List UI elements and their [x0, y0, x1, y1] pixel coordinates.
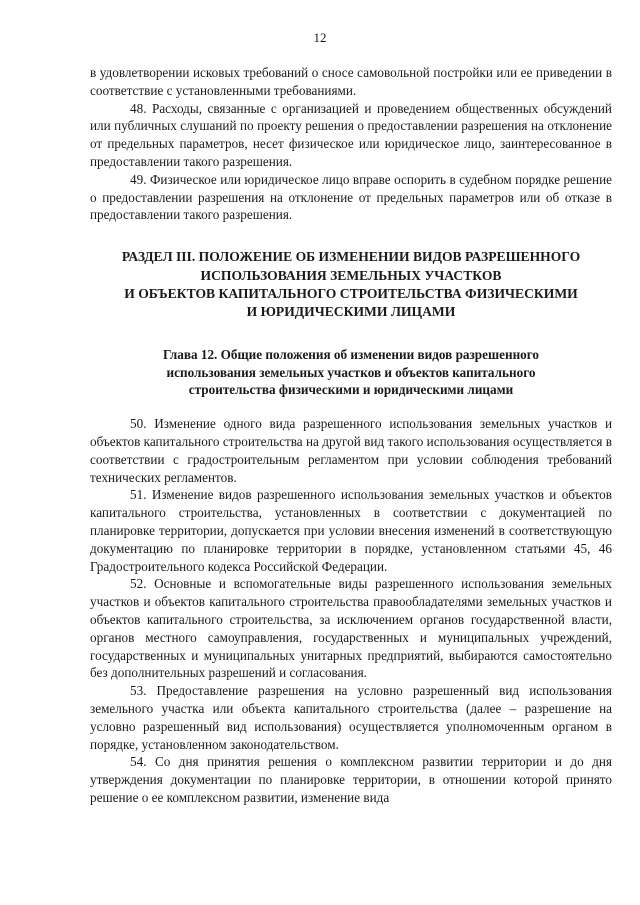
chapter-title-line: Глава 12. Общие положения об изменении видов разрешенного	[162, 346, 540, 362]
paragraph-48: 48. Расходы, связанные с организацией и проведением общественных обсуждений или публичных слушаний по проекту решения о предоставлении разрешения на отклонение от предельных параметров, несет физическое или юридическое лицо, заинтересованное в предоставлении такого разрешения.	[90, 100, 612, 169]
section-title	[90, 248, 612, 322]
page-number: 12	[313, 30, 327, 45]
chapter-title-line: использования земельных участков и объектов капитального	[166, 364, 536, 380]
paragraph-50: 50. Изменение одного вида разрешенного использования земельных участков и объектов капитального строительства на другой вид такого использования осуществляется в соответствии с градостроительным регламентом при условии соблюдения требований технических регламентов.	[90, 416, 612, 485]
section-title-line: РАЗДЕЛ III. ПОЛОЖЕНИЕ ОБ ИЗМЕНЕНИИ ВИДОВ РАЗРЕШЕННОГО	[121, 249, 581, 265]
paragraph-51: 51. Изменение видов разрешенного использования земельных участков и объектов капитального строительства, установленных в соответствии с документацией по планировке территории, допускается при условии внесения изменений в соответствующую документацию по планировке территории в порядке, установленном статьями 45, 46 Градостроительного кодекса Российской Федерации.	[90, 487, 612, 574]
paragraphs-bottom	[90, 415, 612, 807]
paragraph-54: 54. Со дня принятия решения о комплексном развитии территории и до дня утверждения документации по планировке территории, в отношении которой принято решение о ее комплексном развитии, изменение вида	[90, 754, 612, 805]
document-body	[90, 64, 612, 807]
paragraph-53: 53. Предоставление разрешения на условно разрешенный вид использования земельного участка или объекта капитального строительства (далее – разрешение на условно разрешенный вид использования) осуществляется уполномоченным органом в порядке, установленном законодательством.	[90, 683, 612, 752]
paragraph-49: 49. Физическое или юридическое лицо вправе оспорить в судебном порядке решение о предоставлении разрешения на отклонение от предельных параметров или об отказе в предоставлении такого разрешения.	[90, 171, 612, 223]
paragraphs-top	[90, 64, 612, 224]
paragraph-52: 52. Основные и вспомогательные виды разрешенного использования земельных участков и объектов капитального строительства правообладателями земельных участков и объектов капитального строительства, за исключением органов государственной власти, органов местного самоуправления, государственных и муниципальных учреждений, государственных и муниципальных унитарных предприятий, выбираются самостоятельно без дополнительных разрешений и согласования.	[90, 576, 612, 681]
section-title-line: И ЮРИДИЧЕСКИМИ ЛИЦАМИ	[246, 304, 456, 320]
chapter-title	[90, 346, 612, 399]
section-title-line: ИСПОЛЬЗОВАНИЯ ЗЕМЕЛЬНЫХ УЧАСТКОВ	[200, 267, 502, 283]
chapter-title-line: строительства физическими и юридическими лицами	[188, 382, 514, 398]
section-title-line: И ОБЪЕКТОВ КАПИТАЛЬНОГО СТРОИТЕЛЬСТВА ФИЗИЧЕСКИМИ	[124, 285, 578, 301]
paragraph-continuation: в удовлетворении исковых требований о сносе самовольной постройки или ее приведении в соответствие с установленными требованиями.	[90, 65, 612, 98]
